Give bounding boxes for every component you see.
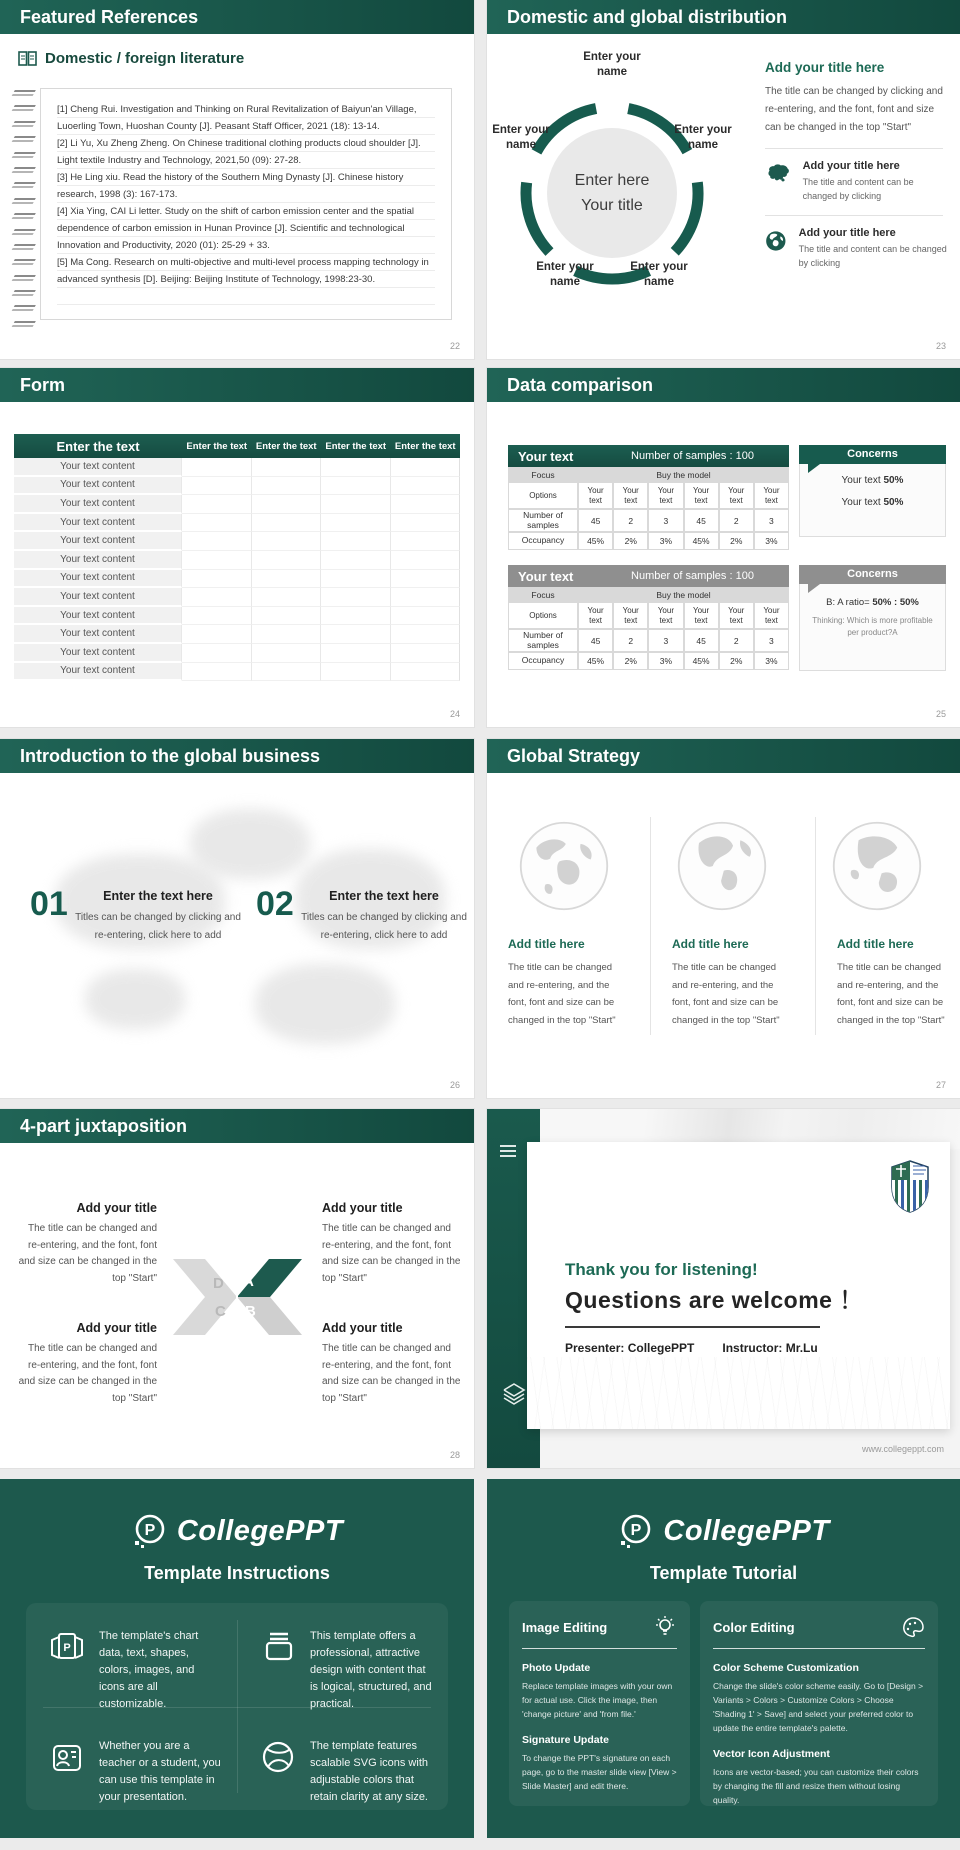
slide-title: 4-part juxtaposition [20, 1116, 188, 1136]
column-divider [815, 817, 816, 1035]
slide-form[interactable] [0, 368, 474, 727]
comparison-table-1 [508, 445, 789, 550]
reference-item: [4] Xia Ying, CAI Li letter. Study on the shift of carbon emission center and the spatial dependence of carbon emission in Hunan Province [J]. Scientific and technological Innovation and Productivity, 2020 (01): 25-29 + 33. [57, 206, 414, 251]
slide-title-bar [0, 739, 474, 773]
column-header: Enter the text [255, 440, 317, 452]
section-body: Icons are vector-based; you can customize their colors by changing the fill and resize them without losing quality. [713, 1767, 919, 1806]
world-map-background [255, 964, 395, 1044]
table-header-row: Your text Number of samples : 100 [508, 445, 789, 467]
options-row: Options Your text Your text Your text Your text Your text Your text [508, 602, 789, 629]
slide-thank-you[interactable] [487, 1109, 960, 1468]
collegeppt-logo-icon [131, 1513, 167, 1549]
column-header: Enter the text [186, 440, 248, 452]
page-number: 26 [449, 1080, 460, 1090]
panel-template-instructions [0, 1479, 474, 1838]
slide-data-comparison[interactable] [487, 368, 960, 727]
archive-box-icon [259, 1628, 297, 1666]
world-map-background [85, 969, 185, 1029]
item-title: Enter the text here [329, 889, 439, 903]
spiral-binding [13, 90, 34, 328]
callout-header: Concerns [799, 565, 946, 584]
card-title: Image Editing [522, 1619, 608, 1635]
section-heading-label: Domestic / foreign literature [45, 50, 245, 67]
slide-title: Form [20, 375, 65, 395]
column-title: Add title here [837, 937, 914, 951]
block-title: Add your title [76, 1321, 157, 1335]
divider [765, 215, 943, 216]
brand-row [0, 1479, 474, 1549]
thanks-line2: Questions are welcome ！ [565, 1287, 863, 1313]
orbit-label: Enter your name [630, 261, 688, 288]
text-block-top-right [322, 1201, 464, 1287]
lightbulb-icon [653, 1615, 677, 1639]
focus-row: Focus Buy the model [508, 467, 789, 482]
university-badge-icon [888, 1159, 932, 1213]
section-title: Color Scheme Customization [713, 1662, 859, 1674]
table-row: Your text content [14, 551, 460, 570]
column-body: The title can be changed and re-entering, and the font, font and size can be changed in the top "Start" [837, 962, 945, 1026]
block-body: The title can be changed and re-entering, and the font, font and size can be changed in the top "Start" [18, 1343, 157, 1404]
slide-4-part-juxtaposition[interactable] [0, 1109, 474, 1468]
column-title: Add title here [508, 937, 585, 951]
menu-icon [500, 1145, 516, 1160]
item-number: 01 [30, 885, 68, 923]
card-title: Color Editing [713, 1619, 795, 1635]
section-body: To change the PPT's signature on each page, go to the master slide view [View > Slide Master] and edit there. [522, 1753, 677, 1792]
slide-title-bar [0, 0, 474, 34]
reference-item: [1] Cheng Rui. Investigation and Thinking on Rural Revitalization of Baiyun'an Village, Luoerling Town, Huoshan County [J]. Peasant Staff Officer, 2021 (18): 13-14. [57, 104, 417, 132]
reference-item: [5] Ma Cong. Research on multi-objective and multi-level process mapping technology in advanced synthesis [D]. Beijing: Beijing Institute of Technology, 1998:23-30. [57, 257, 429, 285]
brand-name: CollegePPT [663, 1514, 830, 1547]
orbit-label: Enter your name [492, 124, 550, 151]
wireframe-mesh-decor [527, 1357, 950, 1429]
page-number: 22 [449, 341, 460, 351]
globe-icon [765, 227, 787, 255]
samples-row: Number of samples 45 2 3 45 2 3 [508, 509, 789, 532]
table-row: Your text content [14, 644, 460, 663]
form-table [14, 434, 460, 681]
vector-ball-icon [259, 1738, 297, 1776]
table-row: Your text content [14, 588, 460, 607]
presentation-boards-icon [48, 1628, 86, 1666]
block-title: Add your title [322, 1201, 403, 1215]
numbered-item-01 [30, 885, 68, 924]
ribbon-letter: C [215, 1303, 226, 1320]
block-title: Add your title [76, 1201, 157, 1215]
numbered-item-02-text [300, 889, 468, 944]
column-title: Add title here [672, 937, 749, 951]
slide-global-business[interactable] [0, 739, 474, 1098]
globe-asia-icon [831, 820, 923, 912]
collegeppt-logo-icon [617, 1513, 653, 1549]
instruction-item [237, 1713, 448, 1810]
orbit-label: Enter your name [583, 51, 641, 78]
callout-body: Your text 50% Your text 50% [799, 464, 946, 537]
page-number: 23 [935, 341, 946, 351]
table-row: Your text content [14, 663, 460, 682]
teacher-student-icon [48, 1738, 86, 1776]
table-header-row [14, 434, 460, 458]
block-body: The title can be changed and re-entering, and the font, font and size can be changed in the top "Start" [322, 1343, 461, 1404]
table-header-row: Your text Number of samples : 100 [508, 565, 789, 587]
block-body: The title can be changed and re-entering, and the font, font and size can be changed in the top "Start" [18, 1223, 157, 1284]
column-divider [650, 817, 651, 1035]
slide-title: Domestic and global distribution [507, 7, 788, 27]
tutorial-card-image-editing [509, 1601, 690, 1806]
focus-row: Focus Buy the model [508, 587, 789, 602]
item-body: Titles can be changed by clicking and re-entering, click here to add [301, 912, 467, 941]
table-row: Your text content [14, 514, 460, 533]
slide-title-bar [0, 1109, 474, 1143]
list-item [765, 160, 947, 204]
instruction-text: This template offers a professional, attractive design with content that is logical, structured, and practical. [310, 1630, 432, 1711]
palette-icon [901, 1615, 925, 1639]
globe-europe-africa-icon [518, 820, 610, 912]
samples-row: Number of samples 45 2 3 45 2 3 [508, 629, 789, 652]
page-number: 25 [935, 709, 946, 719]
slide-domestic-global-distribution[interactable] [487, 0, 960, 359]
slide-global-strategy[interactable] [487, 739, 960, 1098]
china-map-icon [765, 160, 791, 186]
table-row: Your text content [14, 458, 460, 477]
presenter-label: Presenter: CollegePPT [565, 1341, 695, 1355]
ribbon-letter: D [213, 1275, 224, 1292]
table-row: Your text content [14, 477, 460, 496]
table-row: Your text content [14, 532, 460, 551]
text-block-bottom-left [15, 1321, 157, 1407]
concerns-callout-2 [799, 565, 946, 671]
section-body: Change the slide's color scheme easily. Go to [Design > Variants > Colors > Customize Colors > Choose 'Shading 1' > Save] and select your preferred color to update the entire template's palette. [713, 1681, 924, 1734]
block-body: The title can be changed and re-entering, and the font, font and size can be changed in the top "Start" [322, 1223, 461, 1284]
ribbon-letter: A [243, 1273, 254, 1290]
thanks-line1: Thank you for listening! [565, 1260, 758, 1279]
instruction-item [26, 1713, 237, 1810]
orbit-label: Enter your name [536, 261, 594, 288]
center-title-line2: Your title [581, 196, 643, 214]
item-body: Titles can be changed by clicking and re-entering, click here to add [75, 912, 241, 941]
open-book-icon [18, 51, 37, 66]
instruction-text: The template's chart data, text, shapes, colors, images, and icons are all customizable. [99, 1630, 199, 1711]
slide-title: Data comparison [507, 375, 654, 395]
slide-title: Global Strategy [507, 746, 641, 766]
svg-text:P: P [63, 1642, 71, 1654]
column-body: The title can be changed and re-entering, and the font, font and size can be changed in the top "Start" [508, 962, 616, 1026]
page-number: 27 [935, 1080, 946, 1090]
slide-title-bar [487, 739, 960, 773]
list-item [765, 227, 947, 271]
panel-heading: Template Instructions [144, 1563, 330, 1583]
slide-title-bar [0, 368, 474, 402]
section-title: Signature Update [522, 1734, 609, 1747]
right-text-block [765, 60, 947, 137]
column-header: Enter the text [394, 440, 456, 452]
instruction-text: The template features scalable SVG icons with adjustable colors that retain clarity at any size. [310, 1740, 428, 1804]
table-row: Your text content [14, 625, 460, 644]
instruction-item [237, 1603, 448, 1713]
world-map-background [190, 809, 310, 879]
section-heading [18, 50, 244, 67]
occupancy-row: Occupancy 45% 2% 3% 45% 2% 3% [508, 532, 789, 550]
page-number: 24 [449, 709, 460, 719]
column-header: Enter the text [325, 440, 387, 452]
references-list [40, 88, 452, 320]
divider [765, 148, 943, 149]
globe-americas-icon [676, 820, 768, 912]
list-item-title: Add your title here [798, 227, 896, 239]
callout-body: B: A ratio= 50% : 50% Thinking: Which is more profitable per product?A [799, 584, 946, 671]
slide-title-bar [487, 368, 960, 402]
comparison-table-2 [508, 565, 789, 670]
section-title: Vector Icon Adjustment [713, 1748, 830, 1761]
slide-title-bar [487, 0, 960, 34]
center-title-line1: Enter here [574, 171, 650, 189]
block-title: Add your title here [765, 60, 885, 75]
reference-item: [3] He Ling xiu. Read the history of the Southern Ming Dynasty [J]. Chinese history research, 1998 (3): 167-173. [57, 172, 404, 200]
options-row: Options Your text Your text Your text Your text Your text Your text [508, 482, 789, 509]
instruction-text: Whether you are a teacher or a student, you can use this template in your presentation. [99, 1740, 221, 1804]
concerns-callout-1 [799, 445, 946, 537]
block-title: Add your title [322, 1321, 403, 1335]
item-number: 02 [256, 885, 294, 923]
svg-text:P: P [631, 1522, 642, 1539]
tutorial-card-color-editing [700, 1601, 938, 1806]
callout-header: Concerns [799, 445, 946, 464]
column-header: Enter the text [56, 438, 140, 454]
ribbon-letter: B [245, 1303, 256, 1320]
layers-icon [501, 1380, 527, 1406]
panel-heading: Template Tutorial [649, 1563, 798, 1583]
column-body: The title can be changed and re-entering, and the font, font and size can be changed in the top "Start" [672, 962, 780, 1026]
brand-row [487, 1479, 960, 1549]
section-body: Replace template images with your own for actual use. Click the image, then 'change picture' and 'from file.' [522, 1681, 673, 1720]
list-item-title: Add your title here [802, 160, 900, 172]
slide-title: Featured References [20, 7, 199, 27]
panel-template-tutorial [487, 1479, 960, 1838]
item-title: Enter the text here [103, 889, 213, 903]
section-title: Photo Update [522, 1662, 591, 1674]
slide-title: Introduction to the global business [20, 746, 320, 766]
diagram-center-circle [547, 128, 677, 258]
slide-featured-references[interactable] [0, 0, 474, 359]
text-block-top-left [15, 1201, 157, 1287]
list-item-body: The title and content can be changed by clicking [798, 244, 947, 268]
ribbon-pinwheel-graphic [165, 1247, 310, 1352]
table-row: Your text content [14, 570, 460, 589]
website-link[interactable]: www.collegeppt.com [861, 1444, 944, 1454]
instructor-label: Instructor: Mr.Lu [722, 1341, 818, 1355]
underline-rule [565, 1326, 820, 1328]
page-number: 28 [449, 1450, 460, 1460]
numbered-item-01-text [74, 889, 242, 944]
reference-item: [2] Li Yu, Xu Zheng Zheng. On Chinese traditional clothing products cloud shoulder [J]. Light textile Industry and Technology, 2021,50 (09): 27-28. [57, 138, 421, 166]
text-block-bottom-right [322, 1321, 464, 1407]
block-body: The title can be changed by clicking and re-entering, and the font, font and size can be changed in the top "Start" [765, 86, 943, 133]
list-item-body: The title and content can be changed by clicking [802, 177, 914, 201]
instruction-item [26, 1603, 237, 1713]
svg-text:P: P [144, 1522, 156, 1539]
thank-you-card [527, 1142, 950, 1429]
table-row: Your text content [14, 607, 460, 626]
orbit-label: Enter your name [674, 124, 732, 151]
occupancy-row: Occupancy 45% 2% 3% 45% 2% 3% [508, 652, 789, 670]
numbered-item-02 [256, 885, 294, 924]
table-row: Your text content [14, 495, 460, 514]
brand-name: CollegePPT [176, 1514, 344, 1547]
instructions-grid [26, 1603, 448, 1810]
